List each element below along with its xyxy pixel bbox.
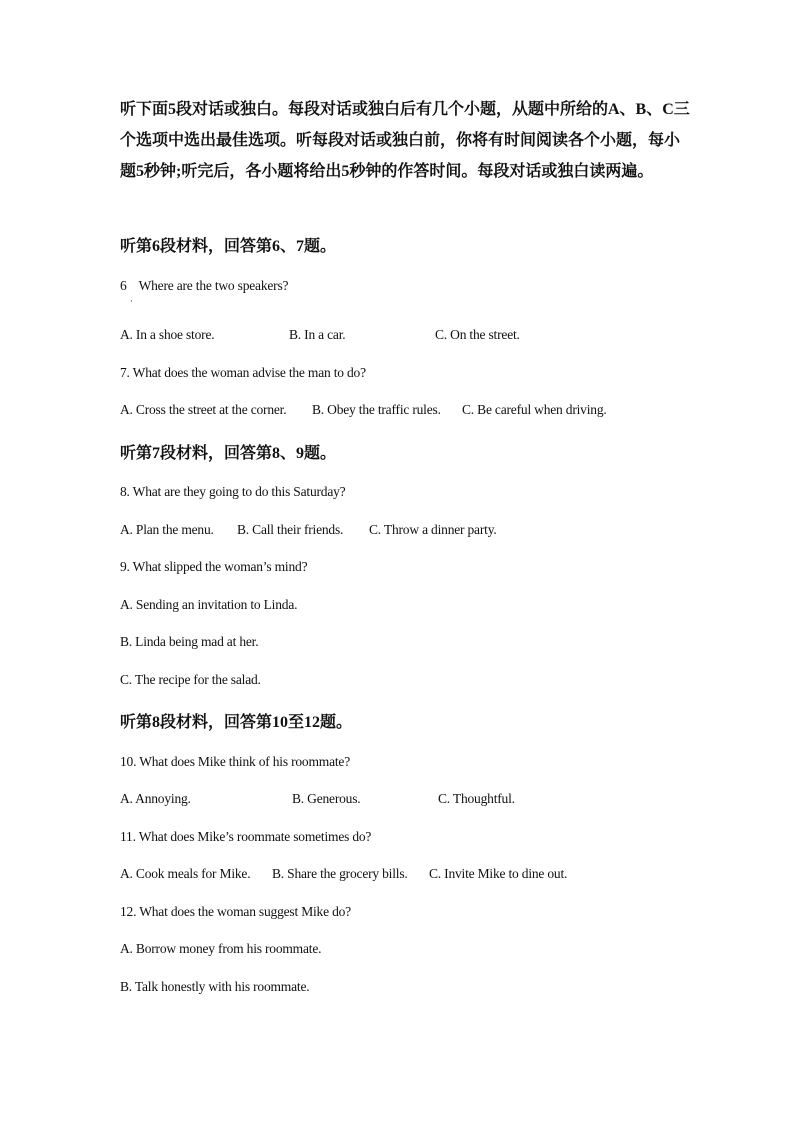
q12-option-a: A. Borrow money from his roommate. xyxy=(120,941,322,956)
section-6-heading: 听第6段材料，回答第6、7题。 xyxy=(120,238,337,255)
q10-option-b: B. Generous. xyxy=(292,791,361,806)
question-8: 8. What are they going to do this Saturday? xyxy=(120,484,346,499)
q7-option-a: A. Cross the street at the corner. xyxy=(120,402,287,417)
q11-option-c: C. Invite Mike to dine out. xyxy=(429,866,568,881)
q6-option-a: A. In a shoe store. xyxy=(120,327,215,342)
q8-option-b: B. Call their friends. xyxy=(237,522,344,537)
q11-option-b: B. Share the grocery bills. xyxy=(272,866,408,881)
q7-option-c: C. Be careful when driving. xyxy=(462,402,607,417)
question-6 xyxy=(120,278,288,294)
q9-option-b: B. Linda being mad at her. xyxy=(120,634,259,649)
q10-option-a: A. Annoying. xyxy=(120,791,191,806)
q6-option-b: B. In a car. xyxy=(289,327,346,342)
q10-option-c: C. Thoughtful. xyxy=(438,791,515,806)
q8-option-a: A. Plan the menu. xyxy=(120,522,214,537)
q8-option-c: C. Throw a dinner party. xyxy=(369,522,497,537)
q12-option-b: B. Talk honestly with his roommate. xyxy=(120,979,310,994)
question-11: 11. What does Mike’s roommate sometimes do? xyxy=(120,829,372,844)
question-10: 10. What does Mike think of his roommate? xyxy=(120,754,351,769)
question-7: 7. What does the woman advise the man to do? xyxy=(120,365,366,380)
q11-option-a: A. Cook meals for Mike. xyxy=(120,866,251,881)
question-9: 9. What slipped the woman’s mind? xyxy=(120,559,308,574)
q7-option-b: B. Obey the traffic rules. xyxy=(312,402,441,417)
question-6-number: 6 xyxy=(120,278,127,293)
section-8-heading: 听第8段材料，回答第10至12题。 xyxy=(120,714,353,731)
q9-option-a: A. Sending an invitation to Linda. xyxy=(120,597,298,612)
stray-dot: · xyxy=(130,296,133,306)
question-6-text: Where are the two speakers? xyxy=(138,278,289,293)
section-7-heading: 听第7段材料，回答第8、9题。 xyxy=(120,445,337,462)
q6-option-c: C. On the street. xyxy=(435,327,520,342)
instructions-paragraph: 听下面5段对话或独白。每段对话或独白后有几个小题，从题中所给的A、B、C三个选项中选出最佳选项。听每段对话或独白前，你将有时间阅读各个小题，每小题5秒钟;听完后，各小题将给出5秒钟的作答时间。每段对话或独白读两遍。 xyxy=(120,101,690,180)
question-12: 12. What does the woman suggest Mike do? xyxy=(120,904,351,919)
q9-option-c: C. The recipe for the salad. xyxy=(120,672,261,687)
